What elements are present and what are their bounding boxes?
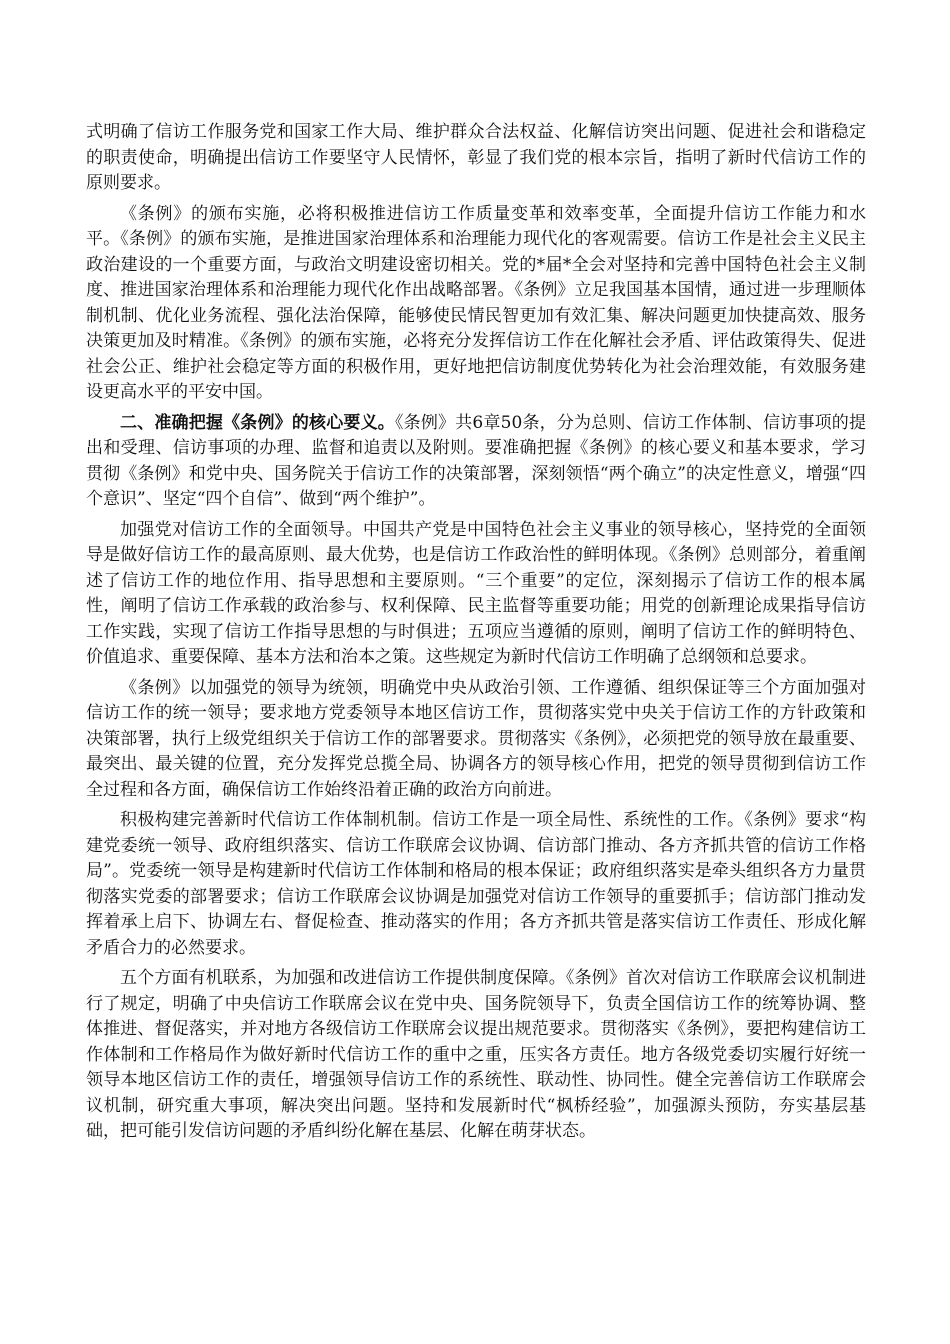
paragraph-4-text: 加强党对信访工作的全面领导。中国共产党是中国特色社会主义事业的领导核心，坚持党的全面领导是做好信访工作的最高原则、最大优势，也是信访工作政治性的鲜明体现。《条例》总则部分，着重阐述了信访工作的地位作用、指导思想和主要原则。“三个重要”的定位，深刻揭示了信访工作的根本属性，阐明了信访工作承载的政治参与、权利保障、民主监督等重要功能；用党的创新理论成果指导信访工作实践，实现了信访工作指导思想的与时俱进；五项应当遵循的原则，阐明了信访工作的鲜明特色、价值追求、重要保障、基本方法和治本之策。这些规定为新时代信访工作明确了总纲领和总要求。 [86, 519, 866, 667]
paragraph-7 [86, 966, 866, 1145]
paragraph-3 [86, 411, 866, 513]
paragraph-3-text: 《条例》共6章50条，分为总则、信访工作体制、信访事项的提出和受理、信访事项的办理、监督和追责以及附则。要准确把握《条例》的核心要义和基本要求，学习贯彻《条例》和党中央、国务院关于信访工作的决策部署，深刻领悟“两个确立”的决定性意义，增强“四个意识”、坚定“四个自信”、做到“两个维护”。 [86, 412, 866, 509]
document-body [86, 120, 866, 1150]
paragraph-5-text: 《条例》以加强党的领导为统领，明确党中央从政治引领、工作遵循、组织保证等三个方面加强对信访工作的统一领导；要求地方党委领导本地区信访工作，贯彻落实党中央关于信访工作的方针政策和决策部署，执行上级党组织关于信访工作的部署要求。贯彻落实《条例》，必须把党的领导放在最重要、最突出、最关键的位置，充分发挥党总揽全局、协调各方的领导核心作用，把党的领导贯彻到信访工作全过程和各方面，确保信访工作始终沿着正确的政治方向前进。 [86, 677, 866, 800]
paragraph-1-text: 式明确了信访工作服务党和国家工作大局、维护群众合法权益、化解信访突出问题、促进社会和谐稳定的职责使命，明确提出信访工作要坚守人民情怀，彰显了我们党的根本宗旨，指明了新时代信访工作的原则要求。 [86, 122, 866, 193]
paragraph-4 [86, 518, 866, 671]
paragraph-6-text: 积极构建完善新时代信访工作体制机制。信访工作是一项全局性、系统性的工作。《条例》要求“构建党委统一领导、政府组织落实、信访工作联席会议协调、信访部门推动、各方齐抓共管的信访工作格局”。党委统一领导是构建新时代信访工作体制和格局的根本保证；政府组织落实是牵头组织各方力量贯彻落实党委的部署要求；信访工作联席会议协调是加强党对信访工作领导的重要抓手；信访部门推动发挥着承上启下、协调左右、督促检查、推动落实的作用；各方齐抓共管是落实信访工作责任、形成化解矛盾合力的必然要求。 [86, 810, 866, 958]
paragraph-5 [86, 676, 866, 804]
paragraph-2-text: 《条例》的颁布实施，必将积极推进信访工作质量变革和效率变革，全面提升信访工作能力和水平。《条例》的颁布实施，是推进国家治理体系和治理能力现代化的客观需要。信访工作是社会主义民主政治建设的一个重要方面，与政治文明建设密切相关。党的*届*全会对坚持和完善中国特色社会主义制度、推进国家治理体系和治理能力现代化作出战略部署。《条例》立足我国基本国情，通过进一步理顺体制机制、优化业务流程、强化法治保障，能够使民情民智更加有效汇集、解决问题更加快捷高效、服务决策更加及时精准。《条例》的颁布实施，必将充分发挥信访工作在化解社会矛盾、评估政策得失、促进社会公正、维护社会稳定等方面的积极作用，更好地把信访制度优势转化为社会治理效能，有效服务建设更高水平的平安中国。 [86, 203, 866, 402]
paragraph-1 [86, 120, 866, 197]
paragraph-2 [86, 202, 866, 406]
section-heading: 二、准确把握《条例》的核心要义。 [120, 412, 395, 433]
paragraph-6 [86, 808, 866, 961]
paragraph-7-text: 五个方面有机联系，为加强和改进信访工作提供制度保障。《条例》首次对信访工作联席会议机制进行了规定，明确了中央信访工作联席会议在党中央、国务院领导下，负责全国信访工作的统筹协调、整体推进、督促落实，并对地方各级信访工作联席会议提出规范要求。贯彻落实《条例》，要把构建信访工作体制和工作格局作为做好新时代信访工作的重中之重，压实各方责任。地方各级党委切实履行好统一领导本地区信访工作的责任，增强领导信访工作的系统性、联动性、协同性。健全完善信访工作联席会议机制，研究重大事项，解决突出问题。坚持和发展新时代“枫桥经验”，加强源头预防，夯实基层基础，把可能引发信访问题的矛盾纠纷化解在基层、化解在萌芽状态。 [86, 968, 866, 1141]
